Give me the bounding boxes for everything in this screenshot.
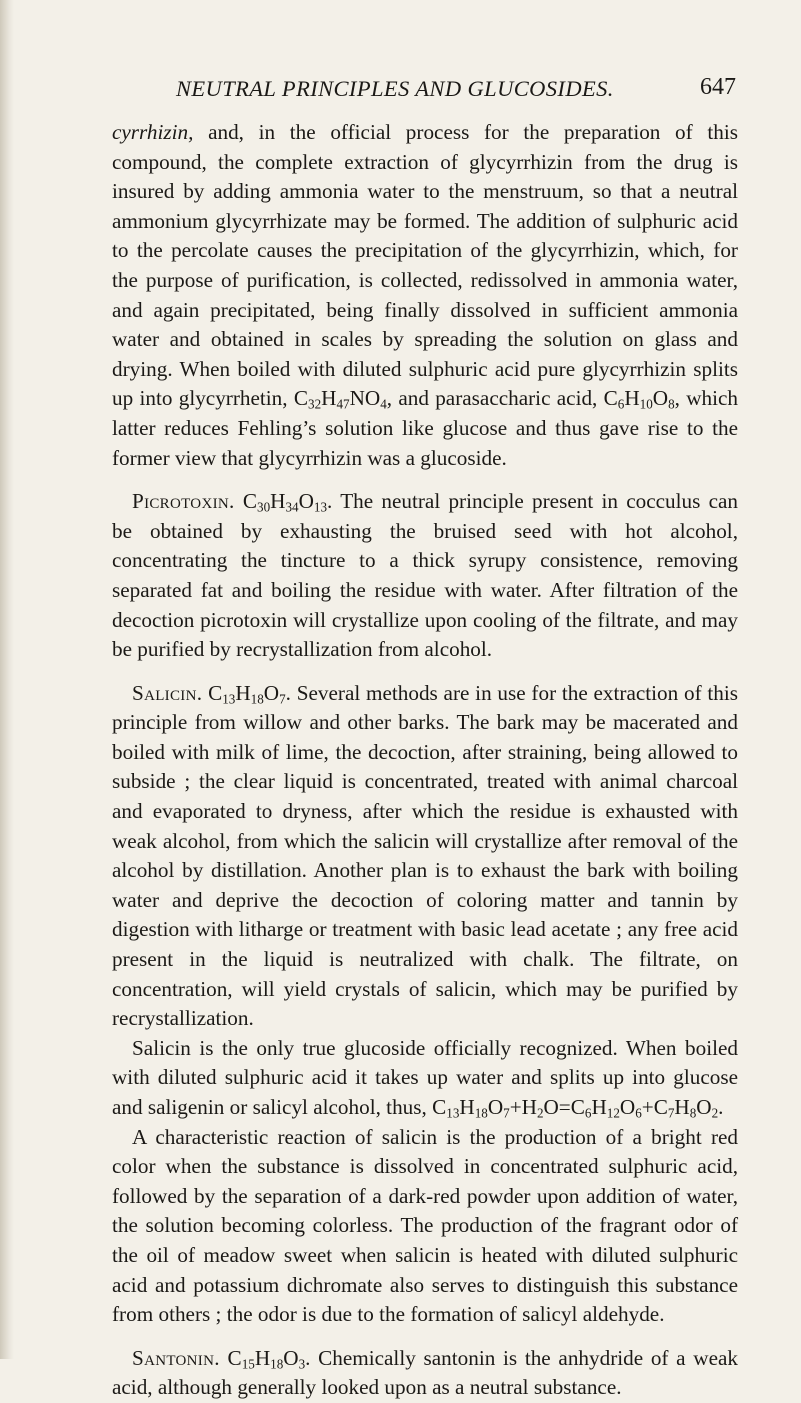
paragraph-picrotoxin: Picrotoxin. $C_{30}H_{34}O_{13}$. The neutral principle present in cocculus can be obtained by exhausting the bruised seed with hot alcohol, concentrating the tincture to a thick syrupy consistence, removing separated fat and boiling the residue with water. After filtration of the decoction picrotoxin will crystallize upon cooling of the filtrate, and may be purified by recrystallization from alcohol.: [112, 489, 738, 662]
formula-salicin: $C_{13}H_{18}O_7$: [208, 680, 286, 707]
section-heading-salicin: Salicin.: [132, 680, 203, 705]
paragraph-salicin: Salicin. $C_{13}H_{18}O_7$. Several methods are in use for the extraction of this principle from willow and other barks. The bark may be macerated and boiled with milk of lime, the decoction, after straining, being allowed to subside ; the clear liquid is concentrated, treated with animal charcoal and evaporated to dryness, after which the residue is exhausted with weak alcohol, from which the salicin will crystallize after removal of the alcohol by distillation. Another plan is to exhaust the bark with boiling water and deprive the decoction of coloring matter and tannin by digestion with litharge or treatment with basic lead acetate ; any free acid present in the liquid is neutralized with chalk. The filtrate, on concentration, will yield crystals of salicin, which may be purified by recrystallization.: [112, 680, 739, 1031]
paragraph-text: Chemically santonin is the anhydride of a weak acid, although generally looked upon as a neutral substance.: [112, 1345, 738, 1400]
paragraph-text: Several methods are in use for the extraction of this principle from willow and other barks. The bark may be macerated and boiled with milk of lime, the decoction, after straining, being allowed to subside ; the clear liquid is concentrated, treated with animal charcoal and evaporated to dryness, after which the residue is exhausted with weak alcohol, from which the salicin will crystallize after removal of the alcohol by distillation. Another plan is to exhaust the bark with boiling water and deprive the decoction of coloring matter and tannin by digestion with litharge or treatment with basic lead acetate ; any free acid present in the liquid is neutralized with chalk. The filtrate, on concentration, will yield crystals of salicin, which may be purified by recrystallization.: [112, 680, 739, 1031]
formula-parasaccharic-acid: $C_6H_{10}O_8$: [603, 386, 675, 413]
formula-salicin-hydrolysis: $C_{13}H_{18}O_7+H_2O=C_6H_{12}O_6+C_7H_8O_2$.: [432, 1095, 724, 1121]
running-title: NEUTRAL PRINCIPLES AND GLUCOSIDES.: [176, 76, 614, 101]
paragraph-text: A characteristic reaction of salicin is the production of a bright red color when the substance is dissolved in concentrated sulphuric acid, followed by the separation of a dark-red powder upon addition of water, the solution becoming colorless. The production of the fragrant odor of the oil of meadow sweet when salicin is heated with diluted sulphuric acid and potassium dichromate also serves to distinguish this substance from others ; the odor is due to the formation of salicyl aldehyde.: [112, 1124, 738, 1327]
paragraph-salicin-glucoside: [112, 1034, 738, 1123]
paragraph-salicin-reaction: [112, 1123, 738, 1330]
paragraph-text: , which latter reduces Fehling’s solution like glucose and thus gave rise to the former view that glycyrrhizin was a glucoside.: [112, 386, 739, 470]
formula-picrotoxin: $C_{30}H_{34}O_{13}$: [242, 489, 328, 515]
section-heading-picrotoxin: Picrotoxin.: [132, 489, 235, 514]
italic-word: cyrrhizin,: [112, 120, 194, 144]
paragraph-santonin: Santonin. $C_{15}H_{18}O_3$. Chemically santonin is the anhydride of a weak acid, although generally looked upon as a neutral substance.: [112, 1345, 738, 1400]
paragraph-glycyrrhizin: [112, 118, 738, 473]
page-number: 647: [700, 74, 736, 100]
section-heading-santonin: Santonin.: [132, 1345, 220, 1370]
running-head: [176, 76, 736, 106]
body-text: [112, 118, 738, 1403]
paragraph-text: and, in the official process for the preparation of this compound, the complete extraction of glycyrrhizin from the drug is insured by adding ammonia water to the menstruum, so that a neutral ammonium glycyrrhizate may be formed. The addition of sulphuric acid to the percolate causes the precipitation of the glycyrrhizin, which, for the purpose of purification, is collected, redissolved in ammonia water, and again precipitated, being finally dissolved in sufficient ammonia water and obtained in scales by spreading the solution on glass and drying. When boiled with diluted sulphuric acid pure glycyrrhizin splits up into glycyrrhetin,: [112, 120, 738, 411]
paragraph-text: , and parasaccharic acid,: [386, 386, 598, 411]
formula-glycyrrhetin: $C_{32}H_{47}NO_4$: [293, 386, 387, 413]
paragraph-text: The neutral principle present in cocculus can be obtained by exhausting the bruised seed with hot alcohol, concentrating the tincture to a thick syrupy consistence, removing separated fat and boiling the residue with water. After filtration of the decoction picrotoxin will crystallize upon cooling of the filtrate, and may be purified by recrystallization from alcohol.: [112, 489, 738, 662]
formula-santonin: $C_{15}H_{18}O_3$: [227, 1345, 306, 1372]
paragraph-text: Salicin is the only true glucoside officially recognized. When boiled with diluted sulphuric acid it takes up water and splits up into glucose and saligenin or salicyl alcohol, thus,: [112, 1035, 738, 1119]
page-gutter-shadow: [0, 0, 14, 1359]
